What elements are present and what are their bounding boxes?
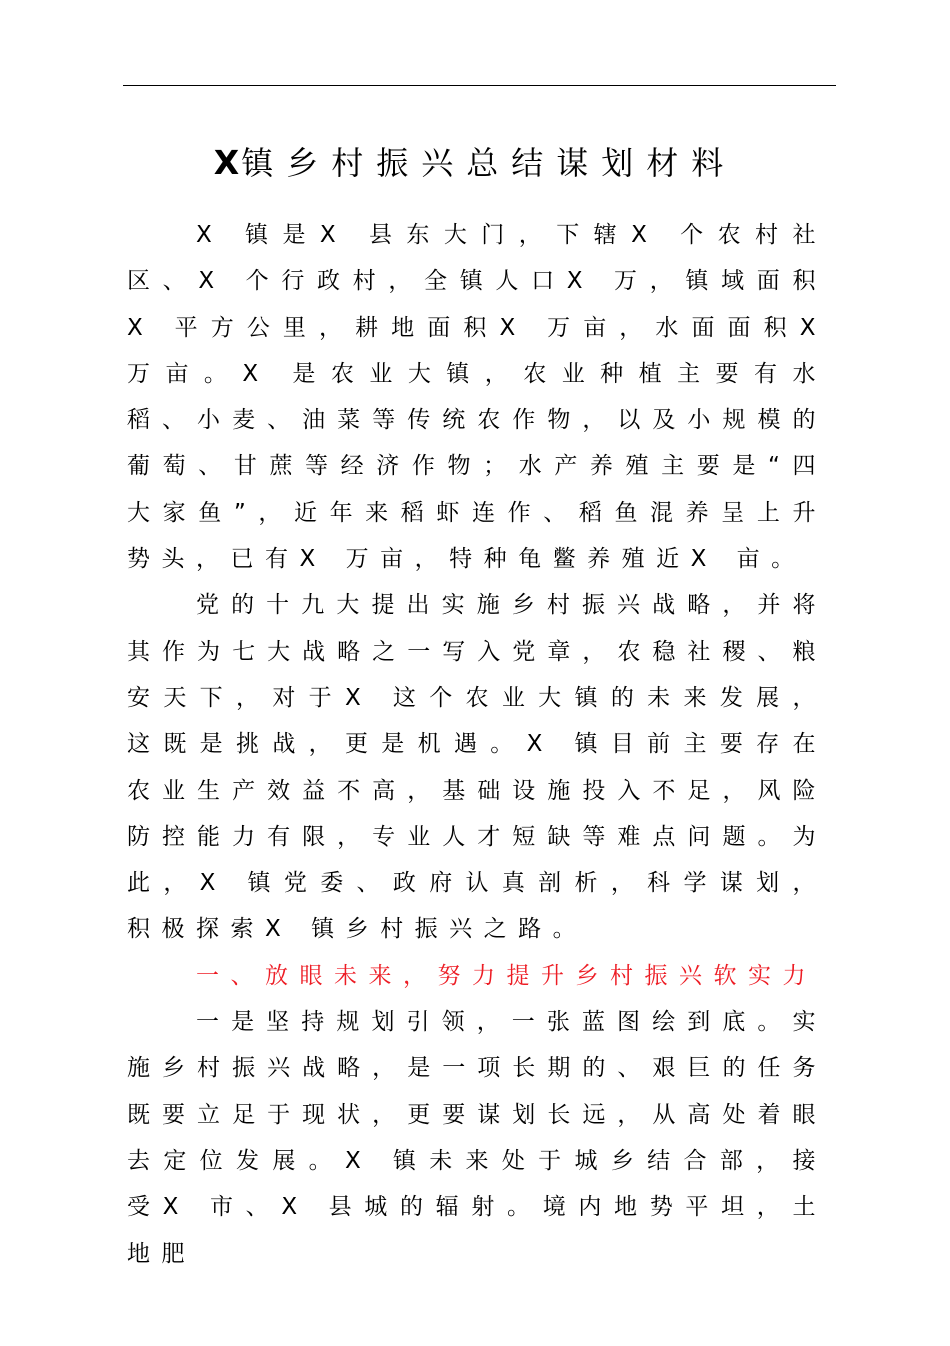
document-title bbox=[0, 140, 950, 186]
title-text: 镇乡村振兴总结谋划材料 bbox=[241, 144, 737, 182]
paragraph-strategy: 党的十九大提出实施乡村振兴战略，并将其作为七大战略之一写入党章，农稳社稷、粮安天下，对于X 这个农业大镇的未来发展，这既是挑战，更是机遇。X 镇目前主要存在农业生产效益不高，基础设施投入不足，风险防控能力有限，专业人才短缺等难点问题。为此，X 镇党委、政府认真剖析，科学谋划，积极探索X 镇乡村振兴之路。 bbox=[127, 592, 827, 943]
section-heading: 一、放眼未来，努力提升乡村振兴软实力 bbox=[196, 962, 817, 989]
paragraph-intro: X 镇是X 县东大门，下辖X 个农村社区、X 个行政村，全镇人口X 万，镇域面积X 平方公里，耕地面积X 万亩，水面面积X 万亩。X 是农业大镇，农业种植主要有水稻、小麦、油菜等传统农作物，以及小规模的葡萄、甘蔗等经济作物；水产养殖主要是“四大家鱼”，近年来稻虾连作、稻鱼混养呈上升势头，已有X 万亩，特种龟鳖养殖近X 亩。 bbox=[127, 222, 827, 573]
header-rule bbox=[123, 85, 836, 86]
title-prefix: X bbox=[213, 143, 242, 182]
paragraph-planning: 一是坚持规划引领，一张蓝图绘到底。实施乡村振兴战略，是一项长期的、艰巨的任务既要立足于现状，更要谋划长远，从高处着眼去定位发展。X 镇未来处于城乡结合部，接受X 市、X 县城的辐射。境内地势平坦，土地肥 bbox=[127, 1009, 827, 1267]
document-body bbox=[127, 212, 827, 1277]
